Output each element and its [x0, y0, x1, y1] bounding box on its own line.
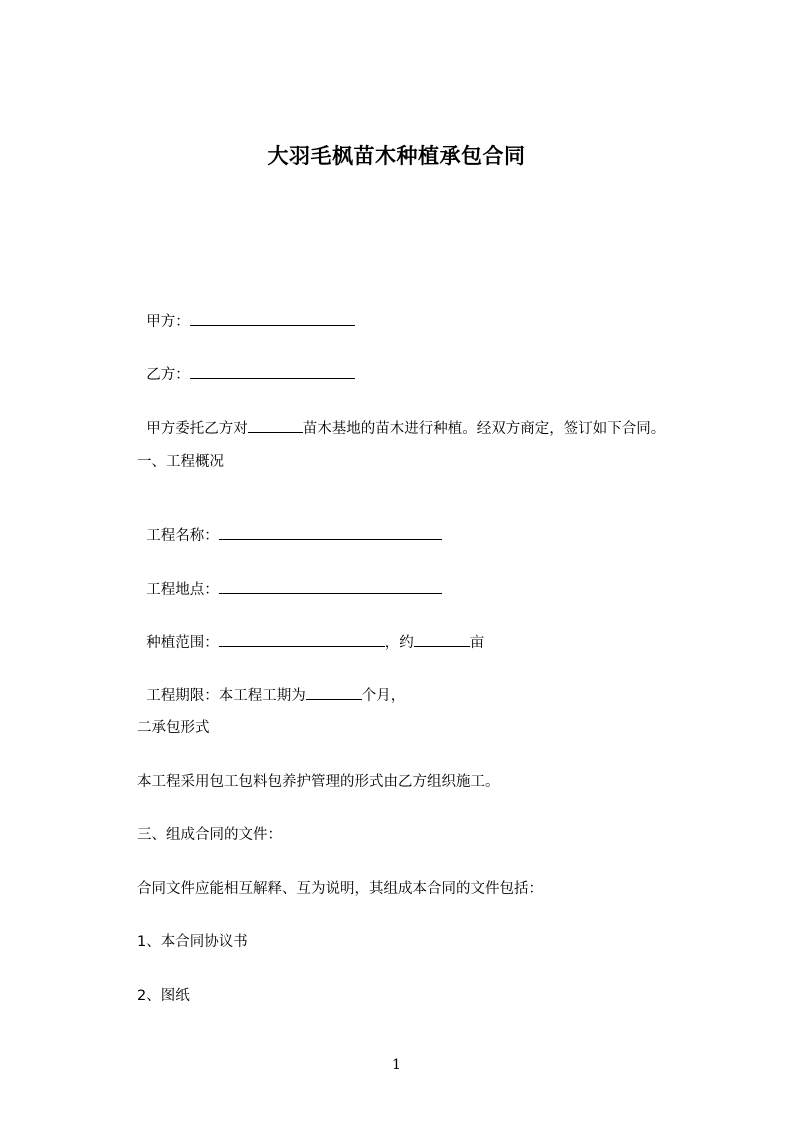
planting-area-blank[interactable]: [414, 632, 470, 647]
party-a-line: [137, 291, 355, 332]
base-name-blank[interactable]: [248, 418, 303, 433]
list-item-2: 2、图纸: [137, 988, 190, 1004]
page-number: 1: [392, 1057, 401, 1073]
period-line: [137, 665, 405, 706]
planting-scope-line: [137, 612, 484, 653]
party-b-line: [137, 344, 355, 385]
party-b-label: 乙方：: [146, 367, 190, 383]
list-item-1: 1、本合同协议书: [137, 934, 248, 950]
document-title: 大羽毛枫苗木种植承包合同: [267, 144, 526, 168]
project-name-label: 工程名称：: [146, 528, 219, 544]
section2-body: 本工程采用包工包料包养护管理的形式由乙方组织施工。: [137, 774, 500, 790]
planting-scope-approx: ，约: [384, 635, 414, 651]
intro-text-end: 苗木基地的苗木进行种植。经双方商定，签订如下合同。: [302, 421, 666, 437]
project-location-line: [137, 559, 442, 600]
period-text-start: 工程期限：本工程工期为: [146, 688, 306, 704]
section3-body: 合同文件应能相互解释、互为说明，其组成本合同的文件包括：: [137, 881, 543, 897]
section3-heading: 三、组成合同的文件：: [137, 827, 282, 843]
section1-heading: 一、工程概况: [137, 454, 224, 470]
planting-scope-label: 种植范围：: [146, 635, 219, 651]
section2-heading: 二承包形式: [137, 720, 210, 736]
planting-scope-unit: 亩: [469, 635, 485, 651]
planting-scope-blank[interactable]: [219, 632, 385, 647]
project-name-line: [137, 505, 442, 546]
party-a-label: 甲方：: [146, 314, 190, 330]
party-b-blank[interactable]: [190, 364, 355, 379]
project-location-label: 工程地点：: [146, 582, 219, 598]
party-a-blank[interactable]: [190, 311, 355, 326]
intro-text-start: 甲方委托乙方对: [146, 421, 248, 437]
intro-line: [137, 398, 665, 439]
period-text-end: 个月，: [361, 688, 406, 704]
project-location-blank[interactable]: [219, 579, 442, 594]
project-name-blank[interactable]: [219, 525, 442, 540]
period-months-blank[interactable]: [306, 685, 362, 700]
